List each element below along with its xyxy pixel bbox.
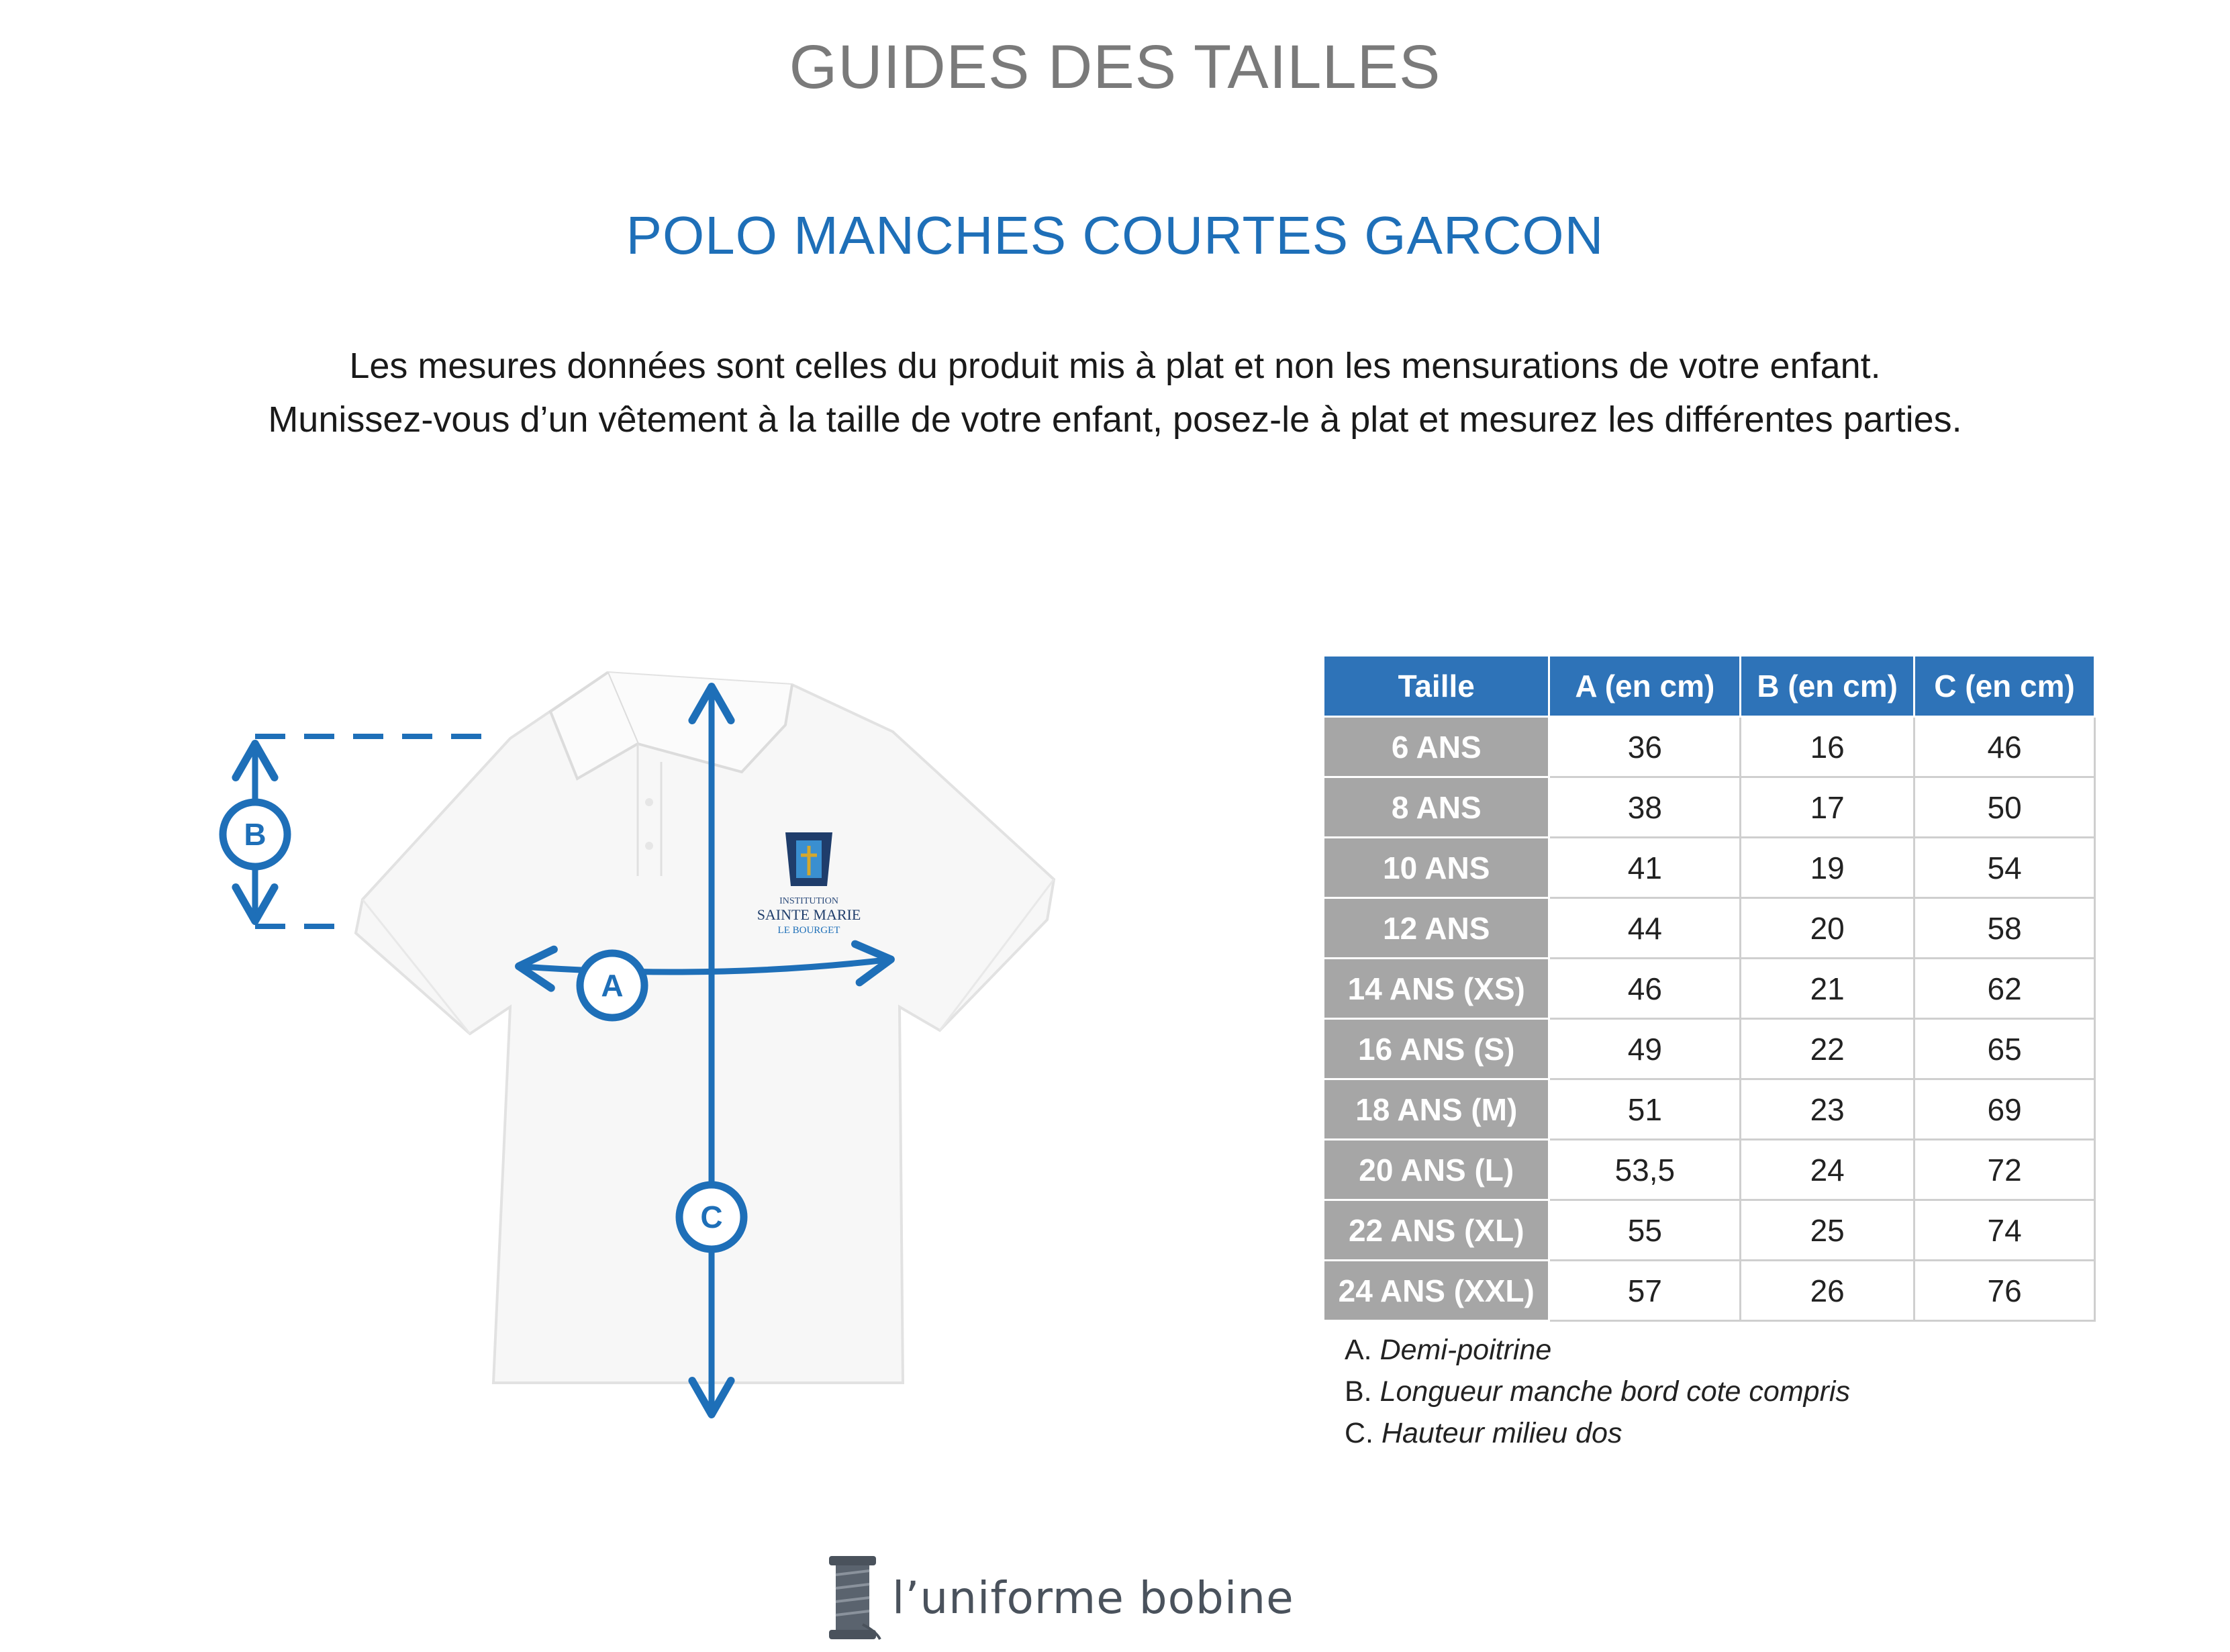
intro-text — [0, 339, 2230, 446]
legend-item-c — [1345, 1412, 1850, 1454]
header-taille: Taille — [1324, 656, 1549, 717]
product-title: POLO MANCHES COURTES GARCON — [626, 205, 1604, 265]
table-row — [1324, 1140, 2095, 1200]
cell-c: 50 — [1914, 777, 2095, 838]
badge-line-2: SAINTE MARIE — [757, 906, 861, 923]
legend-text: Longueur manche bord cote compris — [1379, 1375, 1850, 1408]
cell-a: 57 — [1549, 1261, 1741, 1321]
cell-c: 62 — [1914, 959, 2095, 1019]
table-row — [1324, 898, 2095, 959]
cell-c: 76 — [1914, 1261, 2095, 1321]
header-c: C (en cm) — [1914, 656, 2095, 717]
size-label: 8 ANS — [1324, 777, 1549, 838]
polo-measurement-diagram — [201, 644, 1087, 1437]
cell-c: 58 — [1914, 898, 2095, 959]
size-label: 14 ANS (XS) — [1324, 959, 1549, 1019]
cell-c: 74 — [1914, 1200, 2095, 1261]
intro-line-1: Les mesures données sont celles du produit mis à plat et non les mensurations de votre enfant. — [349, 346, 1881, 386]
cell-b: 23 — [1741, 1079, 1914, 1140]
cell-a: 36 — [1549, 717, 1741, 777]
legend-item-a — [1345, 1329, 1850, 1371]
size-label: 10 ANS — [1324, 838, 1549, 898]
cell-b: 20 — [1741, 898, 1914, 959]
size-label: 22 ANS (XL) — [1324, 1200, 1549, 1261]
cell-a: 51 — [1549, 1079, 1741, 1140]
table-row — [1324, 1019, 2095, 1079]
brand-name: l’uniforme bobine — [892, 1571, 1294, 1624]
size-label: 12 ANS — [1324, 898, 1549, 959]
cell-b: 17 — [1741, 777, 1914, 838]
cell-b: 24 — [1741, 1140, 1914, 1200]
measurement-legend — [1345, 1329, 1850, 1454]
brand-logo — [822, 1551, 1294, 1645]
marker-b: B — [244, 817, 266, 852]
cell-b: 21 — [1741, 959, 1914, 1019]
table-row — [1324, 838, 2095, 898]
legend-key: B. — [1345, 1375, 1372, 1408]
table-row — [1324, 777, 2095, 838]
cell-b: 22 — [1741, 1019, 1914, 1079]
cell-a: 55 — [1549, 1200, 1741, 1261]
polo-shirt-icon — [356, 673, 1054, 1383]
legend-item-b — [1345, 1371, 1850, 1412]
badge-line-3: LE BOURGET — [777, 925, 840, 936]
cell-a: 41 — [1549, 838, 1741, 898]
badge-line-1: INSTITUTION — [779, 896, 838, 906]
cell-b: 25 — [1741, 1200, 1914, 1261]
table-header-row — [1324, 656, 2095, 717]
cell-a: 53,5 — [1549, 1140, 1741, 1200]
cell-c: 72 — [1914, 1140, 2095, 1200]
table-row — [1324, 959, 2095, 1019]
cell-c: 65 — [1914, 1019, 2095, 1079]
size-label: 16 ANS (S) — [1324, 1019, 1549, 1079]
legend-key: C. — [1345, 1417, 1373, 1449]
marker-a: A — [601, 968, 624, 1003]
cell-c: 69 — [1914, 1079, 2095, 1140]
size-label: 24 ANS (XXL) — [1324, 1261, 1549, 1321]
cell-b: 26 — [1741, 1261, 1914, 1321]
table-row — [1324, 717, 2095, 777]
cell-a: 46 — [1549, 959, 1741, 1019]
cell-a: 38 — [1549, 777, 1741, 838]
table-row — [1324, 1200, 2095, 1261]
legend-text: Hauteur milieu dos — [1381, 1417, 1622, 1449]
cell-a: 49 — [1549, 1019, 1741, 1079]
size-label: 20 ANS (L) — [1324, 1140, 1549, 1200]
cell-c: 54 — [1914, 838, 2095, 898]
intro-line-2: Munissez-vous d’un vêtement à la taille de votre enfant, posez-le à plat et mesurez les différentes parties. — [268, 399, 1962, 440]
legend-key: A. — [1345, 1334, 1372, 1366]
cell-b: 16 — [1741, 717, 1914, 777]
header-b: B (en cm) — [1741, 656, 1914, 717]
marker-c: C — [700, 1200, 723, 1234]
size-label: 18 ANS (M) — [1324, 1079, 1549, 1140]
page-title: GUIDES DES TAILLES — [789, 33, 1441, 101]
thread-spool-icon — [822, 1551, 883, 1645]
legend-text: Demi-poitrine — [1379, 1334, 1552, 1366]
table-row — [1324, 1079, 2095, 1140]
table-row — [1324, 1261, 2095, 1321]
size-table — [1322, 654, 2096, 1322]
cell-c: 46 — [1914, 717, 2095, 777]
header-a: A (en cm) — [1549, 656, 1741, 717]
cell-b: 19 — [1741, 838, 1914, 898]
size-label: 6 ANS — [1324, 717, 1549, 777]
cell-a: 44 — [1549, 898, 1741, 959]
